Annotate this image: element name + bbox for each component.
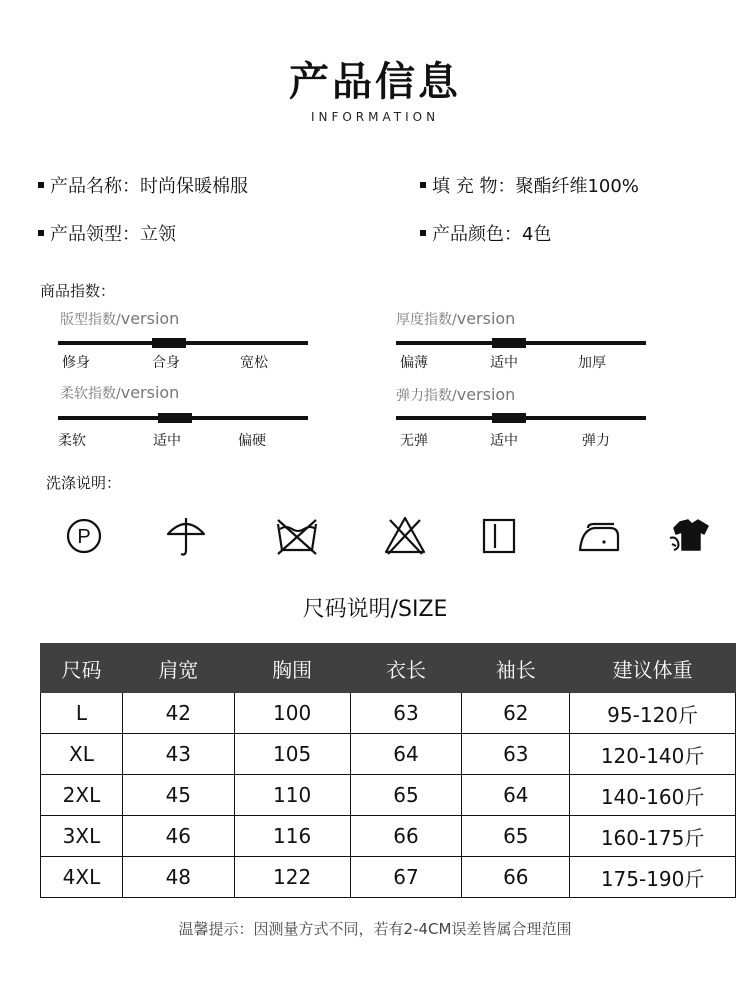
care-section-label: 洗涤说明：: [46, 474, 122, 492]
table-cell: 116: [234, 816, 350, 857]
column-header: 尺码: [41, 644, 123, 693]
info-filler: 填 充 物：聚酯纤维100%: [420, 172, 639, 198]
table-row: [41, 734, 736, 775]
no-wash-icon: [272, 512, 322, 562]
table-cell: 105: [234, 734, 350, 775]
scale-tick: 弹力: [582, 433, 610, 449]
scale-tick: 适中: [490, 355, 518, 371]
table-cell: 160-175斤: [570, 816, 736, 857]
table-cell: 66: [350, 816, 462, 857]
scale-tick: 无弹: [400, 433, 428, 449]
tumble-dry-icon: [664, 512, 714, 562]
table-cell: 122: [234, 857, 350, 898]
table-cell: 65: [350, 775, 462, 816]
table-row: [41, 693, 736, 734]
table-cell: 120-140斤: [570, 734, 736, 775]
bullet-icon: [420, 230, 426, 236]
info-product-name: 产品名称：时尚保暖棉服: [38, 172, 248, 198]
line-dry-icon: [474, 512, 524, 562]
table-cell: 64: [462, 775, 570, 816]
scale-marker-fit: [152, 338, 186, 348]
table-cell: 3XL: [41, 816, 123, 857]
iron-icon: [574, 512, 624, 562]
table-cell: L: [41, 693, 123, 734]
table-cell: 95-120斤: [570, 693, 736, 734]
table-cell: 62: [462, 693, 570, 734]
scale-tick: 偏薄: [400, 355, 428, 371]
table-row: [41, 775, 736, 816]
scale-tick: 适中: [153, 433, 181, 449]
scale-tick: 偏硬: [238, 433, 266, 449]
table-cell: 43: [122, 734, 234, 775]
scale-tick: 适中: [490, 433, 518, 449]
size-table-header-row: [41, 644, 736, 693]
scale-tick: 合身: [152, 355, 180, 371]
size-table: [40, 643, 736, 898]
table-cell: 42: [122, 693, 234, 734]
index-section-label: 商品指数：: [40, 282, 116, 300]
scale-marker-elasticity: [492, 413, 526, 423]
bullet-icon: [420, 182, 426, 188]
table-cell: 140-160斤: [570, 775, 736, 816]
scale-title-elasticity: 弹力指数/version: [396, 385, 516, 404]
scale-marker-softness: [158, 413, 192, 423]
scale-title-thickness: 厚度指数/version: [396, 309, 516, 328]
shade-dry-umbrella-icon: [162, 512, 212, 562]
table-cell: 45: [122, 775, 234, 816]
table-cell: 63: [350, 693, 462, 734]
table-cell: 48: [122, 857, 234, 898]
measurement-note: 温馨提示：因测量方式不同，若有2-4CM误差皆属合理范围: [178, 920, 572, 938]
scale-tick: 柔软: [58, 433, 86, 449]
size-section-title: 尺码说明/SIZE: [302, 597, 448, 622]
svg-text:P: P: [77, 526, 91, 548]
info-color: 产品颜色：4色: [420, 220, 551, 246]
page-title: 产品信息: [289, 59, 461, 105]
table-cell: 64: [350, 734, 462, 775]
table-cell: 66: [462, 857, 570, 898]
scale-title-softness: 柔软指数/version: [60, 383, 180, 402]
info-collar: 产品领型：立领: [38, 220, 176, 246]
scale-tick: 加厚: [578, 355, 606, 371]
column-header: 胸围: [234, 644, 350, 693]
table-cell: 67: [350, 857, 462, 898]
table-row: [41, 857, 736, 898]
table-cell: 100: [234, 693, 350, 734]
column-header: 建议体重: [570, 644, 736, 693]
scale-tick: 修身: [62, 355, 90, 371]
table-cell: 63: [462, 734, 570, 775]
table-row: [41, 816, 736, 857]
scale-tick: 宽松: [240, 355, 268, 371]
column-header: 衣长: [350, 644, 462, 693]
dry-clean-p-icon: [60, 512, 110, 562]
bullet-icon: [38, 230, 44, 236]
table-cell: 46: [122, 816, 234, 857]
scale-title-fit: 版型指数/version: [60, 309, 180, 328]
table-cell: 4XL: [41, 857, 123, 898]
table-cell: 65: [462, 816, 570, 857]
no-bleach-icon: [380, 512, 430, 562]
table-cell: XL: [41, 734, 123, 775]
table-cell: 175-190斤: [570, 857, 736, 898]
column-header: 肩宽: [122, 644, 234, 693]
bullet-icon: [38, 182, 44, 188]
page-subtitle: INFORMATION: [310, 110, 440, 124]
table-cell: 110: [234, 775, 350, 816]
table-cell: 2XL: [41, 775, 123, 816]
scale-marker-thickness: [492, 338, 526, 348]
column-header: 袖长: [462, 644, 570, 693]
